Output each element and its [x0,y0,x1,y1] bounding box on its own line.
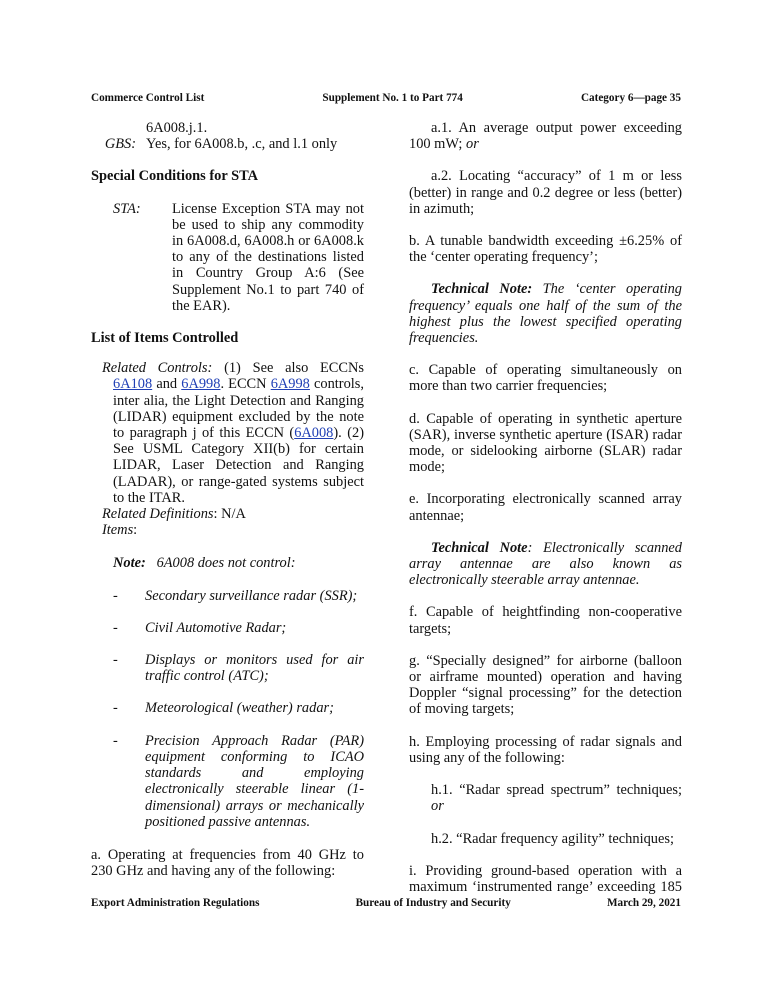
item-g: g. “Specially designed” for airborne (balloon or airframe mounted) operation and having Doppler “signal processing” for the detection of moving targets; [409,652,682,718]
item-a1: a.1. An average output power exceeding 100 mW; or [409,120,682,153]
footer-center: Bureau of Industry and Security [355,897,511,909]
gbs-row [91,136,364,152]
gbs-continuation [91,120,364,136]
list-item: - Secondary surveillance radar (SSR); [113,587,358,604]
note-label: Note: [113,555,146,572]
right-column [409,120,682,895]
sta-heading: Special Conditions for STA [91,168,258,185]
note-text: 6A008 does not control: [156,555,296,572]
item-h: h. Employing processing of radar signals and using any of the following: [409,733,682,766]
list-item: - Displays or monitors used for air traffic control (ATC); [113,652,364,685]
gbs-text: Yes, for 6A008.b, .c, and l.1 only [146,136,338,153]
related-controls-label: Related Controls: [102,360,213,377]
item-a: a. Operating at frequencies from 40 GHz to 230 GHz and having any of the following: [91,846,364,880]
item-a2: a.2. Locating “accuracy” of 1 m or less (better) in range and 0.2 degree or less (better) in azimuth; [409,168,682,217]
item-d: d. Capable of operating in synthetic aperture (SAR), inverse synthetic aperture (ISAR) radar mode, or sidelooking airborne (SLAR) radar mode; [409,410,682,476]
sta-text: License Exception STA may not be used to ship any commodity in 6A008.d, 6A008.h or 6A008.k to any of the destinations listed in Country Group A:6 (See Supplement No.1 to part 740 of the EAR). [172,200,364,314]
sta-label: STA: [113,200,141,217]
item-i: i. Providing ground-based operation with a maximum ‘instrumented range’ exceeding 185 [409,862,682,895]
list-item: - Civil Automotive Radar; [113,619,287,636]
item-h2: h.2. “Radar frequency agility” techniques; [431,830,674,847]
item-c: c. Capable of operating simultaneously on more than two carrier frequencies; [409,362,682,395]
link-6a998-2[interactable]: 6A998 [270,376,310,393]
left-column [91,120,364,879]
related-controls: Related Controls: (1) See also ECCNs 6A108 and 6A998. ECCN 6A998 controls, inter alia, the Light Detection and Ranging (LIDAR) equipment excluded by the note to paragraph j of this ECCN (6A008). (2) See USML Category XII(b) for certain LIDAR, Laser Detection and Ranging (LADAR), or range-gated systems subject to the ITAR. [102,360,364,506]
technical-note-1: Technical Note: The ‘center operating frequency’ equals one half of the sum of the highest plus the lowest specified operating frequencies. [409,281,682,347]
continuation-line: 6A008.j.1. [146,120,208,136]
header-left: Commerce Control List [91,92,205,104]
page-header [91,92,681,104]
list-item: - Precision Approach Radar (PAR) equipment conforming to ICAO standards and employing electronically steerable linear (1-dimensional) arrays or mechanically positioned passive antennas. [113,732,364,830]
sta-row [91,201,364,314]
technical-note-label: Technical Note: [431,281,533,298]
item-f: f. Capable of heightfinding non-cooperative targets; [409,604,682,637]
item-h1: h.1. “Radar spread spectrum” techniques; or [431,782,682,815]
footer-left: Export Administration Regulations [91,897,260,909]
item-b: b. A tunable bandwidth exceeding ±6.25% of the ‘center operating frequency’; [409,233,682,266]
technical-note-2: Technical Note: Electronically scanned array antennae are also known as electronically steerable array antennae. [409,539,682,589]
list-heading: List of Items Controlled [91,330,239,347]
items-label: Items: [102,522,138,539]
link-6a008[interactable]: 6A008 [294,425,334,442]
gbs-label: GBS: [104,136,136,153]
related-definitions: Related Definitions: N/A [102,506,246,523]
link-6a108[interactable]: 6A108 [113,376,153,393]
list-item: - Meteorological (weather) radar; [113,700,334,717]
page-footer [91,897,681,909]
header-center: Supplement No. 1 to Part 774 [322,92,463,104]
header-right: Category 6—page 35 [580,92,681,104]
footer-right: March 29, 2021 [606,897,681,909]
note [91,555,364,571]
link-6a998[interactable]: 6A998 [181,376,221,393]
technical-note-label: Technical Note [431,539,528,556]
item-e: e. Incorporating electronically scanned array antennae; [409,491,682,524]
